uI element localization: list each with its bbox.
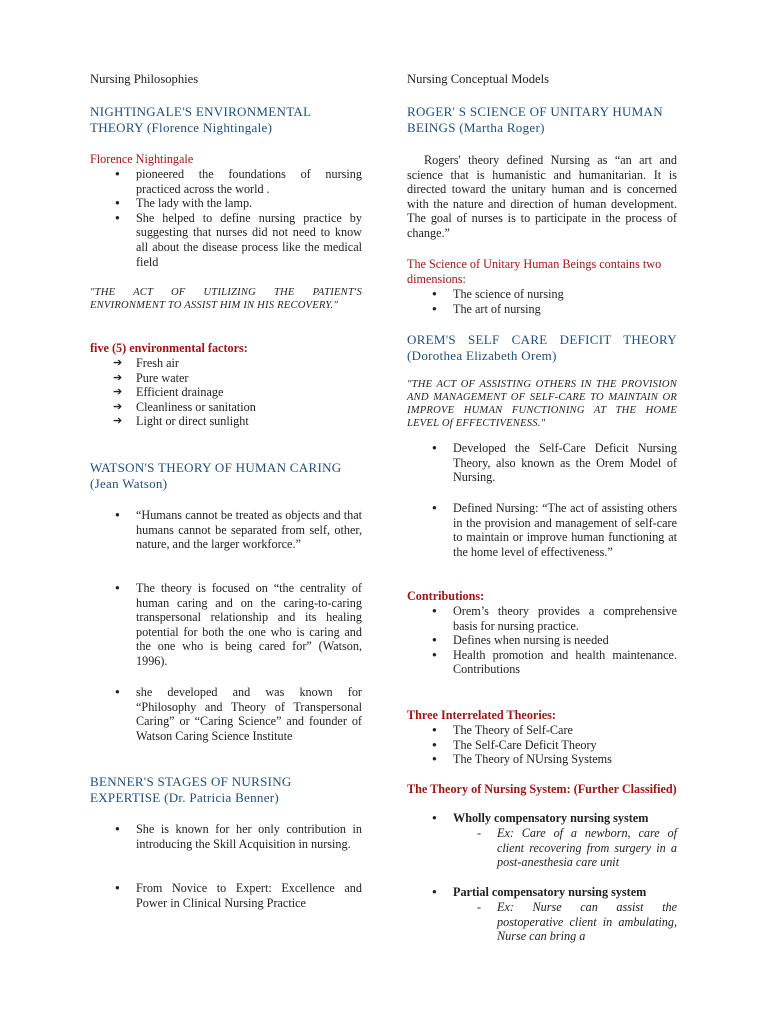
watson-bullets [90, 508, 362, 552]
nightingale-bullets [90, 167, 362, 269]
list-item: - Ex: Nurse can assist the postoperative client in ambulating, Nurse can bring a [407, 900, 677, 944]
contributions-list [407, 604, 677, 677]
list-item: ● Partial compensatory nursing system [407, 885, 677, 900]
rogers-theory-title: ROGER' S SCIENCE OF UNITARY HUMAN BEINGS (Martha Roger) [407, 104, 663, 135]
contributions-label: Contributions: [407, 589, 485, 603]
list-item: ● Wholly compensatory nursing system [407, 811, 677, 826]
list-item: ● She helped to define nursing practice by suggesting that nurses did not need to know all about the disease process like the medical field [90, 211, 362, 269]
orem-bullets [407, 441, 677, 485]
benner-theory-title: BENNER'S STAGES OF NURSING EXPERTISE (Dr. Patricia Benner) [90, 774, 292, 805]
benner-bullets [90, 822, 362, 851]
list-item: ● The lady with the lamp. [90, 196, 362, 211]
unitary-dimensions-list [407, 287, 677, 316]
rogers-paragraph: Rogers' theory defined Nursing as “an art and science that is humanistic and humanitarian. It is directed toward the unitary human and is concerned with the nature and direction of human development. The goal of nurses is to participate in the process of change.” [407, 153, 677, 240]
environmental-factors-list [90, 356, 362, 429]
orem-theory-title: OREM'S SELF CARE DEFICIT THEORY (Dorothea Elizabeth Orem) [407, 332, 677, 363]
watson-bullets-2 [90, 581, 362, 669]
list-item: ● Developed the Self-Care Deficit Nursing Theory, also known as the Orem Model of Nursing. [407, 441, 677, 485]
orem-quote: "THE ACT OF ASSISTING OTHERS IN THE PROVISION AND MANAGEMENT OF SELF-CARE TO MAINTAIN OR IMPROVE HUMAN FUNCTIONING AT THE HOME LEVEL Of EFFECTIVENESS." [407, 379, 677, 429]
list-item: ● Health promotion and health maintenance. Contributions [407, 648, 677, 677]
orem-bullets-2 [407, 501, 677, 559]
nightingale-quote: "THE ACT OF UTILIZING THE PATIENT'S ENVIRONMENT TO ASSIST HIM IN HIS RECOVERY." [90, 287, 362, 311]
list-item: ● She is known for her only contribution in introducing the Skill Acquisition in nursing. [90, 822, 362, 851]
nursing-system-list [407, 811, 677, 826]
three-theories-label: Three Interrelated Theories: [407, 708, 556, 722]
environmental-factors-label: five (5) environmental factors: [90, 341, 248, 355]
partial-example-list [407, 900, 677, 944]
watson-bullets-3 [90, 685, 362, 743]
list-item: ● The theory is focused on “the centrality of human caring and on the caring-to-caring transpersonal relationship and its healing potential for both the one who is caring and the one who is being cared for” (Watson, 1996). [90, 581, 362, 669]
nursing-system-label: The Theory of Nursing System: (Further Classified) [407, 782, 677, 796]
list-item: ➔ Pure water [90, 371, 362, 386]
list-item: ● The science of nursing [407, 287, 677, 302]
wholly-example-list [407, 826, 677, 870]
list-item: ● she developed and was known for “Philosophy and Theory of Transpersonal Caring” or “Caring Science” and founder of Watson Caring Science Institute [90, 685, 362, 743]
list-item: ● The art of nursing [407, 302, 677, 317]
list-item: ➔ Cleanliness or sanitation [90, 400, 362, 415]
list-item: ● The Theory of Self-Care [407, 723, 677, 738]
florence-nightingale-label: Florence Nightingale [90, 152, 194, 166]
list-item: ● From Novice to Expert: Excellence and Power in Clinical Nursing Practice [90, 881, 362, 910]
list-item: ➔ Light or direct sunlight [90, 414, 362, 429]
watson-theory-title: WATSON'S THEORY OF HUMAN CARING (Jean Watson) [90, 460, 342, 491]
list-item: ● The Self-Care Deficit Theory [407, 738, 677, 753]
list-item: ● “Humans cannot be treated as objects and that humans cannot be separated from self, other, nature, and the larger workforce.” [90, 508, 362, 552]
list-item: ● Orem’s theory provides a comprehensive basis for nursing practice. [407, 604, 677, 633]
three-theories-list [407, 723, 677, 767]
list-item: - Ex: Care of a newborn, care of client recovering from surgery in a post-anesthesia care unit [407, 826, 677, 870]
benner-bullets-2 [90, 881, 362, 910]
list-item: ● pioneered the foundations of nursing practiced across the world . [90, 167, 362, 196]
nursing-philosophies-heading: Nursing Philosophies [90, 72, 199, 86]
unitary-dimensions-label: The Science of Unitary Human Beings contains two dimensions: [407, 257, 662, 286]
nightingale-theory-title: NIGHTINGALE'S ENVIRONMENTAL THEORY (Florence Nightingale) [90, 104, 311, 135]
list-item: ➔ Efficient drainage [90, 385, 362, 400]
list-item: ● The Theory of NUrsing Systems [407, 752, 677, 767]
nursing-conceptual-models-heading: Nursing Conceptual Models [407, 72, 550, 86]
list-item: ● Defines when nursing is needed [407, 633, 677, 648]
nursing-system-list-2 [407, 885, 677, 900]
list-item: ➔ Fresh air [90, 356, 362, 371]
list-item: ● Defined Nursing: “The act of assisting others in the provision and management of self-care to maintain or improve human functioning at the home level of effectiveness.” [407, 501, 677, 559]
